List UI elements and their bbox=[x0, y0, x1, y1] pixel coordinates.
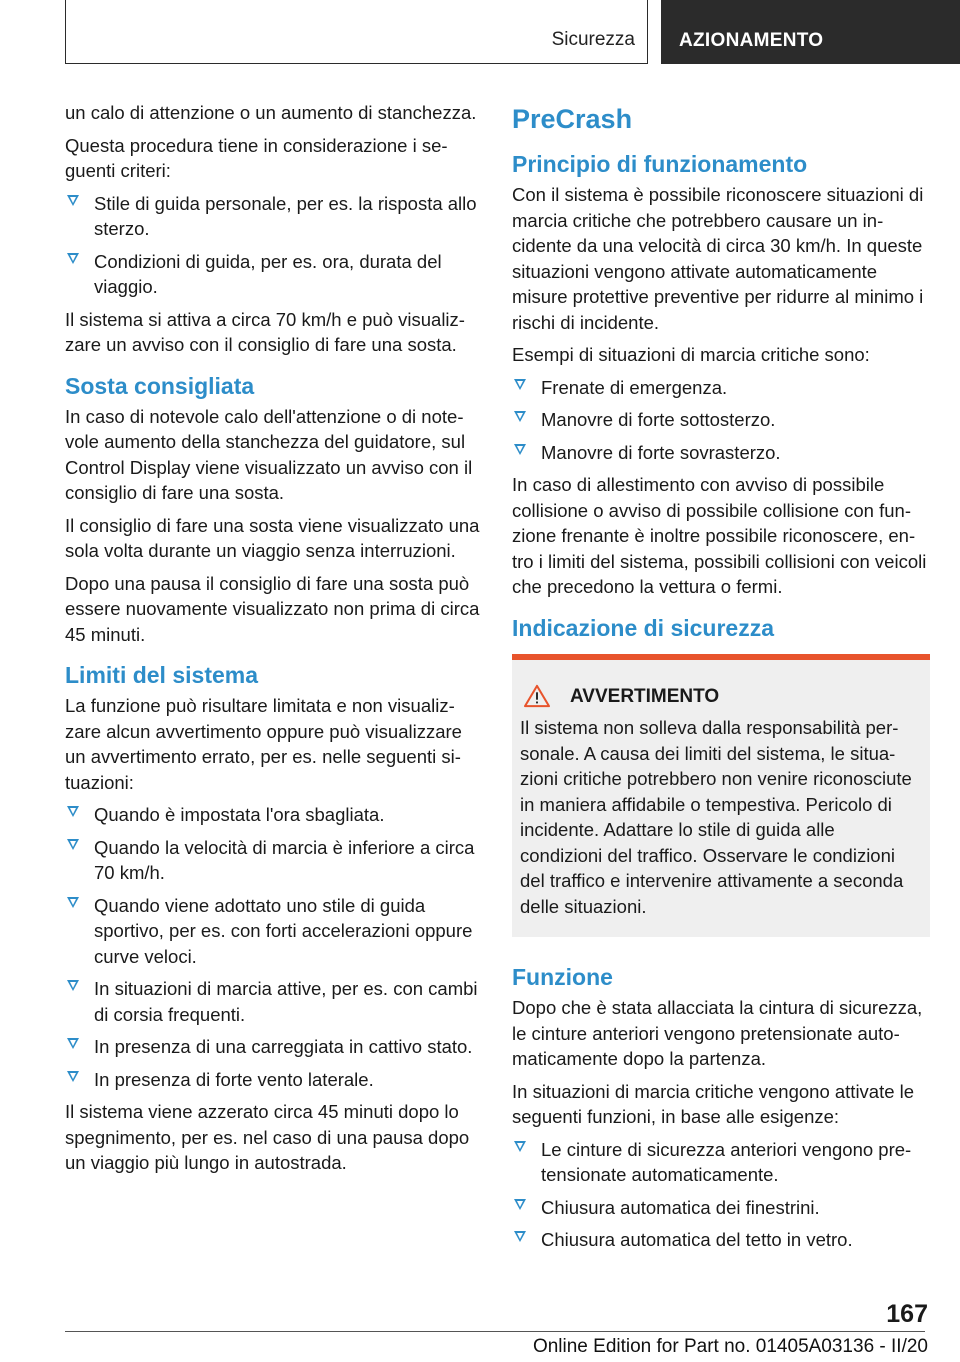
criteria-list bbox=[65, 191, 480, 300]
warning-box bbox=[512, 654, 930, 938]
warning-header bbox=[520, 684, 912, 710]
header-section-title: Sicurezza bbox=[551, 29, 635, 50]
warning-triangle-icon bbox=[522, 684, 552, 708]
list-item: In presenza di forte vento laterale. bbox=[65, 1067, 480, 1093]
paragraph: Il sistema viene azzerato circa 45 minuti dopo lo spegnimento, per es. nel caso di una pausa dopo un viaggio più lungo in autostrada. bbox=[65, 1101, 470, 1173]
heading-principio-di-funzionamento: Principio di funzionamento bbox=[512, 151, 808, 177]
left-column bbox=[65, 100, 480, 1183]
header-chapter-box bbox=[661, 0, 960, 64]
paragraph: un calo di attenzione o un aumento di stanchezza. bbox=[65, 102, 477, 123]
limits-list bbox=[65, 802, 480, 1092]
paragraph: La funzione può risultare limitata e non visualizzare alcun avvertimento oppure può visualizzare un avvertimento errato, per es. nelle seguenti situazioni: bbox=[65, 695, 462, 793]
bullet-triangle-icon bbox=[67, 1038, 79, 1049]
paragraph: Dopo una pausa il consiglio di fare una sosta può essere nuovamente visualizzato non prima di circa 45 minuti. bbox=[65, 572, 480, 645]
heading-indicazione-di-sicurezza: Indicazione di sicurezza bbox=[512, 614, 775, 641]
footer-divider bbox=[65, 1331, 925, 1332]
list-item: Chiusura automatica del tetto in vetro. bbox=[512, 1227, 930, 1253]
list-item: Manovre di forte sottosterzo. bbox=[512, 407, 930, 433]
paragraph: Il sistema si attiva a circa 70 km/h e può visualizzare un avviso con il consiglio di fare una sosta. bbox=[65, 308, 465, 355]
bullet-triangle-icon bbox=[67, 195, 79, 206]
header-chapter-title: AZIONAMENTO bbox=[679, 30, 824, 51]
list-item: In presenza di una carreggiata in cattivo stato. bbox=[65, 1034, 480, 1060]
critical-situations-list bbox=[512, 375, 930, 466]
paragraph: In situazioni di marcia critiche vengono attivate le seguenti funzioni, in base alle esigenze: bbox=[512, 1080, 915, 1127]
bullet-triangle-icon bbox=[67, 839, 79, 850]
list-item: Quando la velocità di marcia è inferiore a circa 70 km/h. bbox=[65, 835, 480, 886]
paragraph: Esempi di situazioni di marcia critiche sono: bbox=[512, 344, 870, 365]
bullet-triangle-icon bbox=[514, 1141, 526, 1152]
paragraph: Questa procedura tiene in considerazione i seguenti criteri: bbox=[65, 134, 448, 181]
bullet-triangle-icon bbox=[67, 253, 79, 264]
paragraph: Il consiglio di fare una sosta viene visualizzato una sola volta durante un viaggio senza interruzioni. bbox=[65, 514, 480, 561]
page-number: 167 bbox=[886, 1300, 928, 1328]
list-item: Condizioni di guida, per es. ora, durata del viaggio. bbox=[65, 249, 480, 300]
bullet-triangle-icon bbox=[514, 1199, 526, 1210]
heading-funzione: Funzione bbox=[512, 964, 613, 990]
list-item: Le cinture di sicurezza anteriori vengono pretensionate automaticamente. bbox=[512, 1137, 930, 1188]
paragraph: In caso di allestimento con avviso di possibile collisione o avviso di possibile collisione con funzione frenante è inoltre possibile riconoscere, entro i limiti del sistema, possibili collisioni con veicoli che precedono la vettura o fermi. bbox=[512, 474, 927, 597]
bullet-triangle-icon bbox=[67, 806, 79, 817]
paragraph: Con il sistema è possibile riconoscere situazioni di marcia critiche che potrebbero causare un incidente da una velocità di circa 30 km/h. In queste situazioni vengono attivate automaticamente misure protettive preventive per ridurre al minimo i rischi di incidente. bbox=[512, 184, 924, 333]
bullet-triangle-icon bbox=[514, 379, 526, 390]
paragraph: In caso di notevole calo dell'attenzione o di notevole aumento della stanchezza del guidatore, sul Control Display viene visualizzato un avviso con il consiglio di fare una sosta. bbox=[65, 405, 473, 503]
list-item: Chiusura automatica dei finestrini. bbox=[512, 1195, 930, 1221]
heading-sosta-consigliata: Sosta consigliata bbox=[65, 372, 255, 399]
paragraph: Dopo che è stata allacciata la cintura di sicurezza, le cinture anteriori vengono pretensionate automaticamente dopo la partenza. bbox=[512, 997, 923, 1069]
list-item: In situazioni di marcia attive, per es. con cambi di corsia frequenti. bbox=[65, 976, 480, 1027]
list-item: Quando è impostata l'ora sbagliata. bbox=[65, 802, 480, 828]
bullet-triangle-icon bbox=[514, 1231, 526, 1242]
list-item: Manovre di forte sovrasterzo. bbox=[512, 440, 930, 466]
bullet-triangle-icon bbox=[67, 897, 79, 908]
list-item: Frenate di emergenza. bbox=[512, 375, 930, 401]
bullet-triangle-icon bbox=[514, 411, 526, 422]
list-item: Stile di guida personale, per es. la risposta allo sterzo. bbox=[65, 191, 480, 242]
functions-list bbox=[512, 1137, 930, 1253]
heading-precrash: PreCrash bbox=[512, 104, 633, 134]
warning-title: AVVERTIMENTO bbox=[570, 685, 720, 707]
warning-text: Il sistema non solleva dalla responsabilità personale. A causa dei limiti del sistema, le situazioni critiche potrebbero non venire riconosciute in maniera affidabile o tempestiva. Pericolo di incidente. Adattare lo stile di guida alle condizioni del traffico. Osservare le condizioni del traffico e intervenire attivamente a seconda delle situazioni. bbox=[520, 717, 912, 917]
heading-limiti-del-sistema: Limiti del sistema bbox=[65, 662, 259, 688]
header-section-box bbox=[65, 0, 648, 64]
right-column bbox=[512, 100, 930, 1260]
list-item: Quando viene adottato uno stile di guida sportivo, per es. con forti accelerazioni oppure curve veloci. bbox=[65, 893, 480, 970]
bullet-triangle-icon bbox=[67, 1071, 79, 1082]
footer-edition: Online Edition for Part no. 01405A03136 - II/20 bbox=[532, 1336, 928, 1357]
bullet-triangle-icon bbox=[67, 980, 79, 991]
bullet-triangle-icon bbox=[514, 444, 526, 455]
